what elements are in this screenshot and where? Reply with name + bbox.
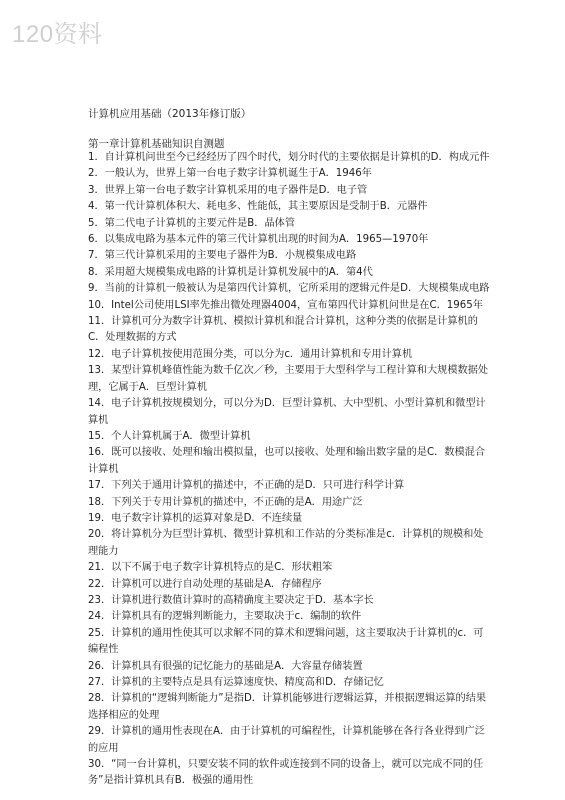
question-item: 16．既可以接收、处理和输出模拟量，也可以接收、处理和输出数字量的是C．数模混合计算机 (88, 447, 486, 475)
question-item: 3．世界上第一台电子数字计算机采用的电子器件是D．电子管 (88, 184, 368, 196)
question-item: 25．计算机的通用性使其可以求解不同的算术和逻辑问题，这主要取决于计算机的c．可编程性 (88, 627, 484, 656)
question-item: 21．以下不属于电子数字计算机特点的是C．形状粗笨 (88, 562, 333, 574)
question-item: 26．计算机具有很强的记忆能力的基础是A．大容量存储装置 (88, 660, 363, 672)
question-item: 29．计算机的通用性表现在A．由于计算机的可编程性，计算机能够在各行各业得到广泛的应用 (88, 726, 485, 754)
question-item: 17．下列关于通用计算机的描述中，不正确的是D．只可进行科学计算 (88, 480, 405, 492)
question-item: 22．计算机可以进行自动处理的基础是A．存储程序 (88, 578, 322, 590)
question-item: 10．Intel公司使用LSI率先推出微处理器4004，宣布第四代计算机问世是在C．1965年 (88, 299, 483, 311)
question-item: 30．“同一台计算机，只要安装不同的软件或连接到不同的设备上，就可以完成不同的任务”是指计算机具有B．极强的通用性 (88, 759, 484, 787)
question-item: 20．将计算机分为巨型计算机、微型计算机和工作站的分类标准是c．计算机的规模和处理能力 (88, 529, 484, 557)
question-item: 23．计算机进行数值计算时的高精确度主要决定于D．基本字长 (88, 594, 374, 606)
question-item: 2．一般认为，世界上第一台电子数字计算机诞生于A．1946年 (88, 168, 372, 180)
question-item: 8．采用超大规模集成电路的计算机是计算机发展中的A．第4代 (88, 266, 373, 278)
question-item: 13．某型计算机峰值性能为数千亿次／秒，主要用于大型科学与工程计算和大规模数据处理，它属于A．巨型计算机 (88, 365, 489, 393)
question-item: 15．个人计算机属于A．微型计算机 (88, 430, 251, 442)
question-list (88, 150, 493, 790)
question-item: 1．自计算机问世至今已经经历了四个时代，划分时代的主要依据是计算机的D．构成元件 (88, 152, 490, 163)
question-item: 5．第二代电子计算机的主要元件是B．晶体管 (88, 217, 296, 229)
question-item: 7．第三代计算机采用的主要电子器件为B．小规模集成电路 (88, 250, 357, 262)
question-item: 28．计算机的“逻辑判断能力”是指D．计算机能够进行逻辑运算，并根据逻辑运算的结果选择相应的处理 (88, 693, 487, 721)
question-item: 18．下列关于专用计算机的描述中，不正确的是A．用途广泛 (88, 496, 363, 508)
question-item: 27．计算机的主要特点是具有运算速度快、精度高和D．存储记忆 (88, 677, 384, 688)
question-item: 4．第一代计算机体积大、耗电多、性能低，其主要原因是受制于B．元器件 (88, 201, 428, 213)
chapter-title: 第一章计算机基础知识自测题 (88, 138, 225, 150)
question-item: 6．以集成电路为基本元件的第三代计算机出现的时间为A．1965—1970年 (88, 234, 429, 246)
question-item: 12．电子计算机按使用范围分类，可以分为c．通用计算机和专用计算机 (88, 348, 413, 360)
question-item: 9．当前的计算机一般被认为是第四代计算机，它所采用的逻辑元件是D．大规模集成电路 (88, 283, 490, 295)
watermark-logo: 120资料 (12, 21, 103, 48)
question-item: 19．电子数字计算机的运算对象是D．不连续量 (88, 512, 303, 524)
question-item: 14．电子计算机按规模划分，可以分为D．巨型计算机、大中型机、小型计算机和微型计算机 (88, 398, 486, 426)
question-item: 11．计算机可分为数字计算机、模拟计算机和混合计算机，这种分类的依据是计算机的C．处理数据的方式 (88, 316, 478, 344)
document-title: 计算机应用基础（2013年修订版） (88, 108, 252, 120)
question-item: 24．计算机具有的逻辑判断能力，主要取决于c．编制的软件 (88, 611, 362, 623)
